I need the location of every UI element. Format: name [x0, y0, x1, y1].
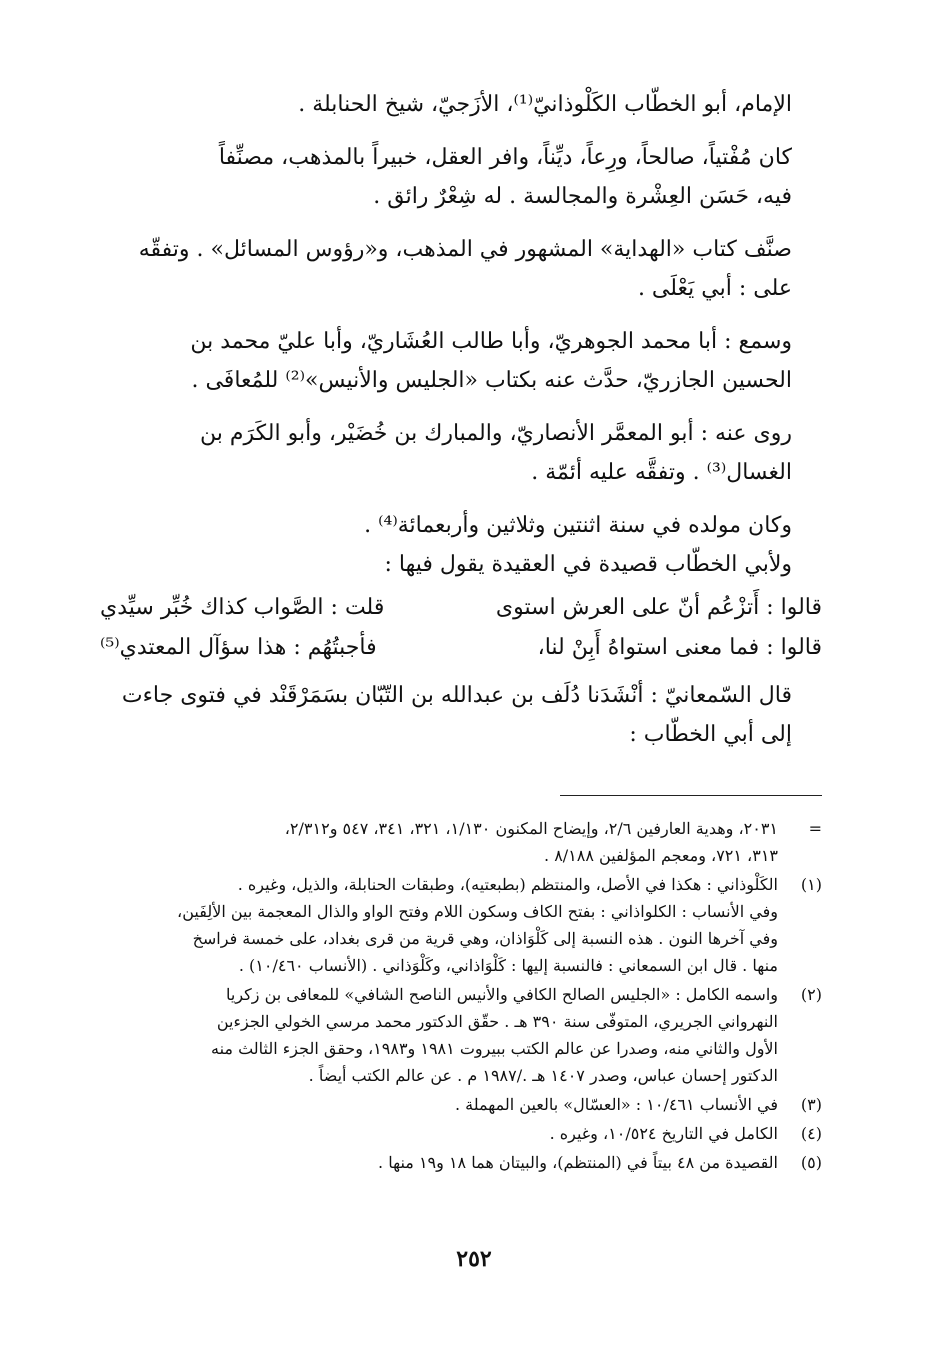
poem-verse	[100, 588, 822, 628]
footnote-body	[100, 1091, 778, 1118]
poem-hemistich-second: قلت : الصَّواب كذاك خُبِّر سيِّدي	[100, 595, 385, 620]
footnote-line: وفي الأنساب : الكلواذاني : بفتح الكاف وسكون اللام وفتح الواو والذال المعجمة بين الألِفَين،	[177, 902, 778, 921]
footnote	[100, 1120, 822, 1147]
teachers-paragraph	[100, 322, 822, 400]
text-line: كان مُفْتياً، صالحاً، ورِعاً، ديِّناً، وافر العقل، خبيراً بالمذهب، مصنِّفاً	[218, 145, 792, 170]
text-line: إلى أبي الخطّاب :	[629, 722, 792, 747]
page-number: ٢٥٢	[456, 1246, 492, 1272]
text-line: الإمام، أبو الخطّاب الكَلْوذانيّ⁽¹⁾، الأزَجيّ، شيخ الحنابلة .	[298, 92, 792, 117]
footnote-line: في الأنساب ١٠/٤٦١ : «العسّال» بالعين المهملة .	[454, 1095, 778, 1114]
footnote-number: (٥)	[800, 1153, 822, 1172]
footnote-line: ٢٠٣١، وهدية العارفين ٢/٦، وإيضاح المكنون ١/١٣٠، ٣٢١، ٣٤١، ٥٤٧ و٢/٣١٢،	[284, 819, 778, 838]
footnote-number: (٣)	[800, 1095, 822, 1114]
footnote-number: (٤)	[800, 1124, 822, 1143]
works-paragraph	[100, 230, 822, 308]
text-line: فيه، حَسَن العِشْرة والمجالسة . له شِعْرٌ رائق .	[373, 184, 792, 209]
footnote-line: وفي آخرها النون . هذه النسبة إلى كَلْوَاذان، وهي قرية من قرى بغداد، على خمسة فراسخ	[192, 929, 778, 948]
footnote-line: النهرواني الجريري، المتوفّى سنة ٣٩٠ هـ . حقّق الدكتور محمد مرسي الخولي الجزءين	[216, 1012, 778, 1031]
footnote	[100, 1091, 822, 1118]
footnote-separator	[560, 795, 822, 796]
text-line: ولأبي الخطّاب قصيدة في العقيدة يقول فيها :	[384, 552, 792, 577]
footnote-line: ٣١٣، ٧٢١، ومعجم المؤلفين ٨/١٨٨ .	[544, 846, 778, 865]
closing-paragraph	[100, 676, 822, 754]
text-line: على : أبي يَعْلَى .	[637, 276, 792, 301]
text-line: الغسال⁽³⁾ . وتفقَّه عليه أئمّة .	[531, 460, 792, 485]
poem-hemistich-first: قالوا : أَتزْعُم أنّ على العرش استوى	[495, 595, 822, 620]
footnote-line: القصيدة من ٤٨ بيتاً في (المنتظم)، والبيتان هما ١٨ و١٩ منها .	[378, 1153, 778, 1172]
poem-hemistich-second: فأجبتُهُم : هذا سؤآل المعتدي⁽⁵⁾	[100, 635, 377, 660]
footnote-number: =	[808, 819, 822, 838]
poem-hemistich-first: قالوا : فما معنى استواهُ أَبِنْ لنا،	[537, 635, 822, 660]
footnote	[100, 871, 822, 979]
birth-paragraph	[100, 506, 822, 584]
footnote-body	[100, 871, 778, 979]
text-line: الحسين الجازريّ، حدَّث عنه بكتاب «الجليس والأنيس»⁽²⁾ للمُعافَى .	[191, 368, 792, 393]
footnote-number: (١)	[800, 875, 822, 894]
poem-verse	[100, 628, 822, 668]
poem	[100, 588, 822, 668]
footnote-body	[100, 1149, 778, 1176]
footnote-line: الكَلْوذاني : هكذا في الأصل، والمنتظم (بطبعتيه)، وطبقات الحنابلة، والذيل، وغيره .	[237, 875, 778, 894]
description-paragraph	[100, 138, 822, 216]
footnote	[100, 815, 822, 869]
text-line: صنَّف كتاب «الهداية» المشهور في المذهب، و«رؤوس المسائل» . وتفقّه	[138, 237, 792, 262]
text-line: قال السّمعانيّ : أنْشَدَنا دُلَف بن عبدالله بن التّبّان بسَمَرْقَنْد في فتوى جاءت	[121, 683, 792, 708]
text-line: وكان مولده في سنة اثنتين وثلاثين وأربعمائة⁽⁴⁾ .	[364, 513, 792, 538]
footnote-line: الدكتور إحسان عباس، وصدر ١٤٠٧ هـ ./١٩٨٧ م . عن عالم الكتب أيضاً .	[308, 1066, 778, 1085]
footnote-body	[100, 981, 778, 1089]
footnote	[100, 981, 822, 1089]
text-line: روى عنه : أبو المعمَّر الأنصاريّ، والمبارك بن خُضَيْر، وأبو الكَرَم بن	[200, 421, 792, 446]
footnote-line: منها . قال ابن السمعاني : فالنسبة إليها : كَلْوَاذاني، وكَلْوَذاني . (الأنساب ١٠/٤٦٠) .	[238, 956, 778, 975]
intro-paragraph	[100, 85, 822, 124]
main-text	[100, 85, 822, 768]
footnote-body	[100, 815, 778, 869]
footnote-line: واسمه الكامل : «الجليس الصالح الكافي والأنيس الناصح الشافي» للمعافى بن زكريا	[226, 985, 778, 1004]
footnotes	[100, 815, 822, 1178]
footnote-number: (٢)	[800, 985, 822, 1004]
text-line: وسمع : أبا محمد الجوهريّ، وأبا طالب العُشَاريّ، وأبا عليّ محمد بن	[190, 329, 792, 354]
footnote	[100, 1149, 822, 1176]
students-paragraph	[100, 414, 822, 492]
footnote-line: الأول والثاني منه، وصدرا عن عالم الكتب ببيروت ١٩٨١ و١٩٨٣، وحقق الجزء الثالث منه	[211, 1039, 778, 1058]
footnote-body	[100, 1120, 778, 1147]
footnote-line: الكامل في التاريخ ١٠/٥٢٤، وغيره .	[549, 1124, 778, 1143]
